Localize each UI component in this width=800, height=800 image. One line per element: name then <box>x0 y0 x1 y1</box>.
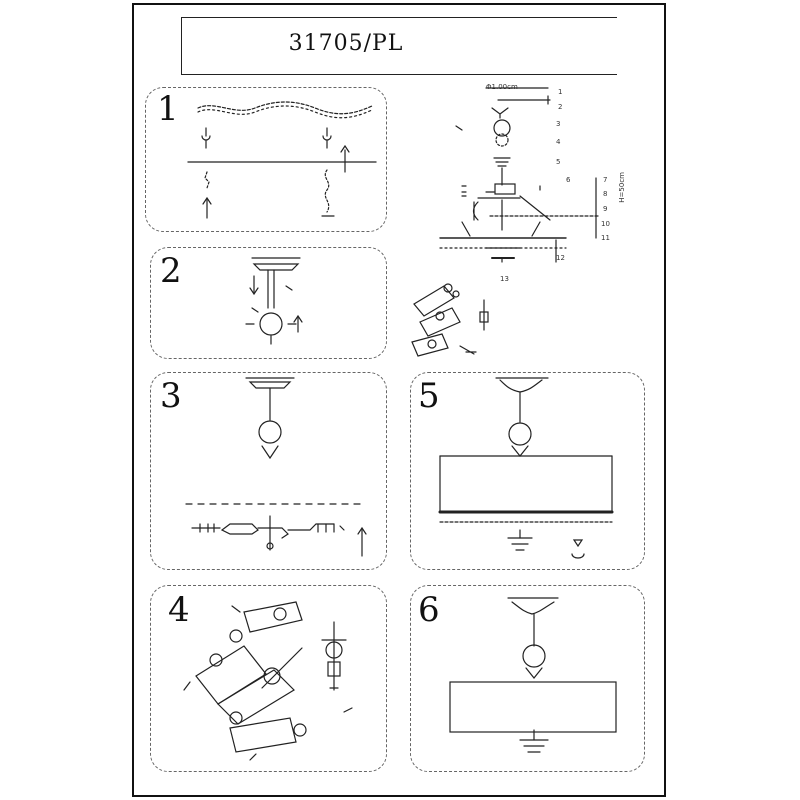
part-number-6: 6 <box>566 176 571 184</box>
step1-ceiling-wire <box>198 102 372 118</box>
part-number-1: 1 <box>558 88 563 96</box>
part-number-2: 2 <box>558 103 563 111</box>
part-number-11: 11 <box>601 234 610 242</box>
part-number-3: 3 <box>556 120 561 128</box>
part-number-4: 4 <box>556 138 561 146</box>
step-number-5: 5 <box>418 376 440 416</box>
step1-right-hook <box>322 128 349 216</box>
part-number-12: 12 <box>556 254 565 262</box>
step5-fixture <box>440 378 612 558</box>
step4-arms <box>184 602 352 760</box>
step3-canopy <box>246 378 294 458</box>
step1-left-hook <box>202 128 211 218</box>
part-number-9: 9 <box>603 205 608 213</box>
part-number-13: 13 <box>500 275 509 283</box>
part-number-5: 5 <box>556 158 561 166</box>
step-number-4: 4 <box>168 590 190 630</box>
part-number-7: 7 <box>603 176 608 184</box>
exploded-view <box>440 88 600 262</box>
part-number-10: 10 <box>601 220 610 228</box>
model-number: 31705/PL <box>288 31 404 56</box>
step-number-3: 3 <box>160 376 182 416</box>
step-number-2: 2 <box>160 251 182 291</box>
step3-arm-assembly <box>186 504 366 556</box>
step2-canopy <box>246 258 302 344</box>
diameter-label: Φ1.00cm <box>486 83 518 91</box>
part-number-8: 8 <box>603 190 608 198</box>
step-number-6: 6 <box>418 590 440 630</box>
step2-arms <box>412 284 488 356</box>
step-number-1: 1 <box>157 89 179 129</box>
step6-fixture <box>450 598 616 752</box>
height-label: H=50cm <box>618 172 626 203</box>
